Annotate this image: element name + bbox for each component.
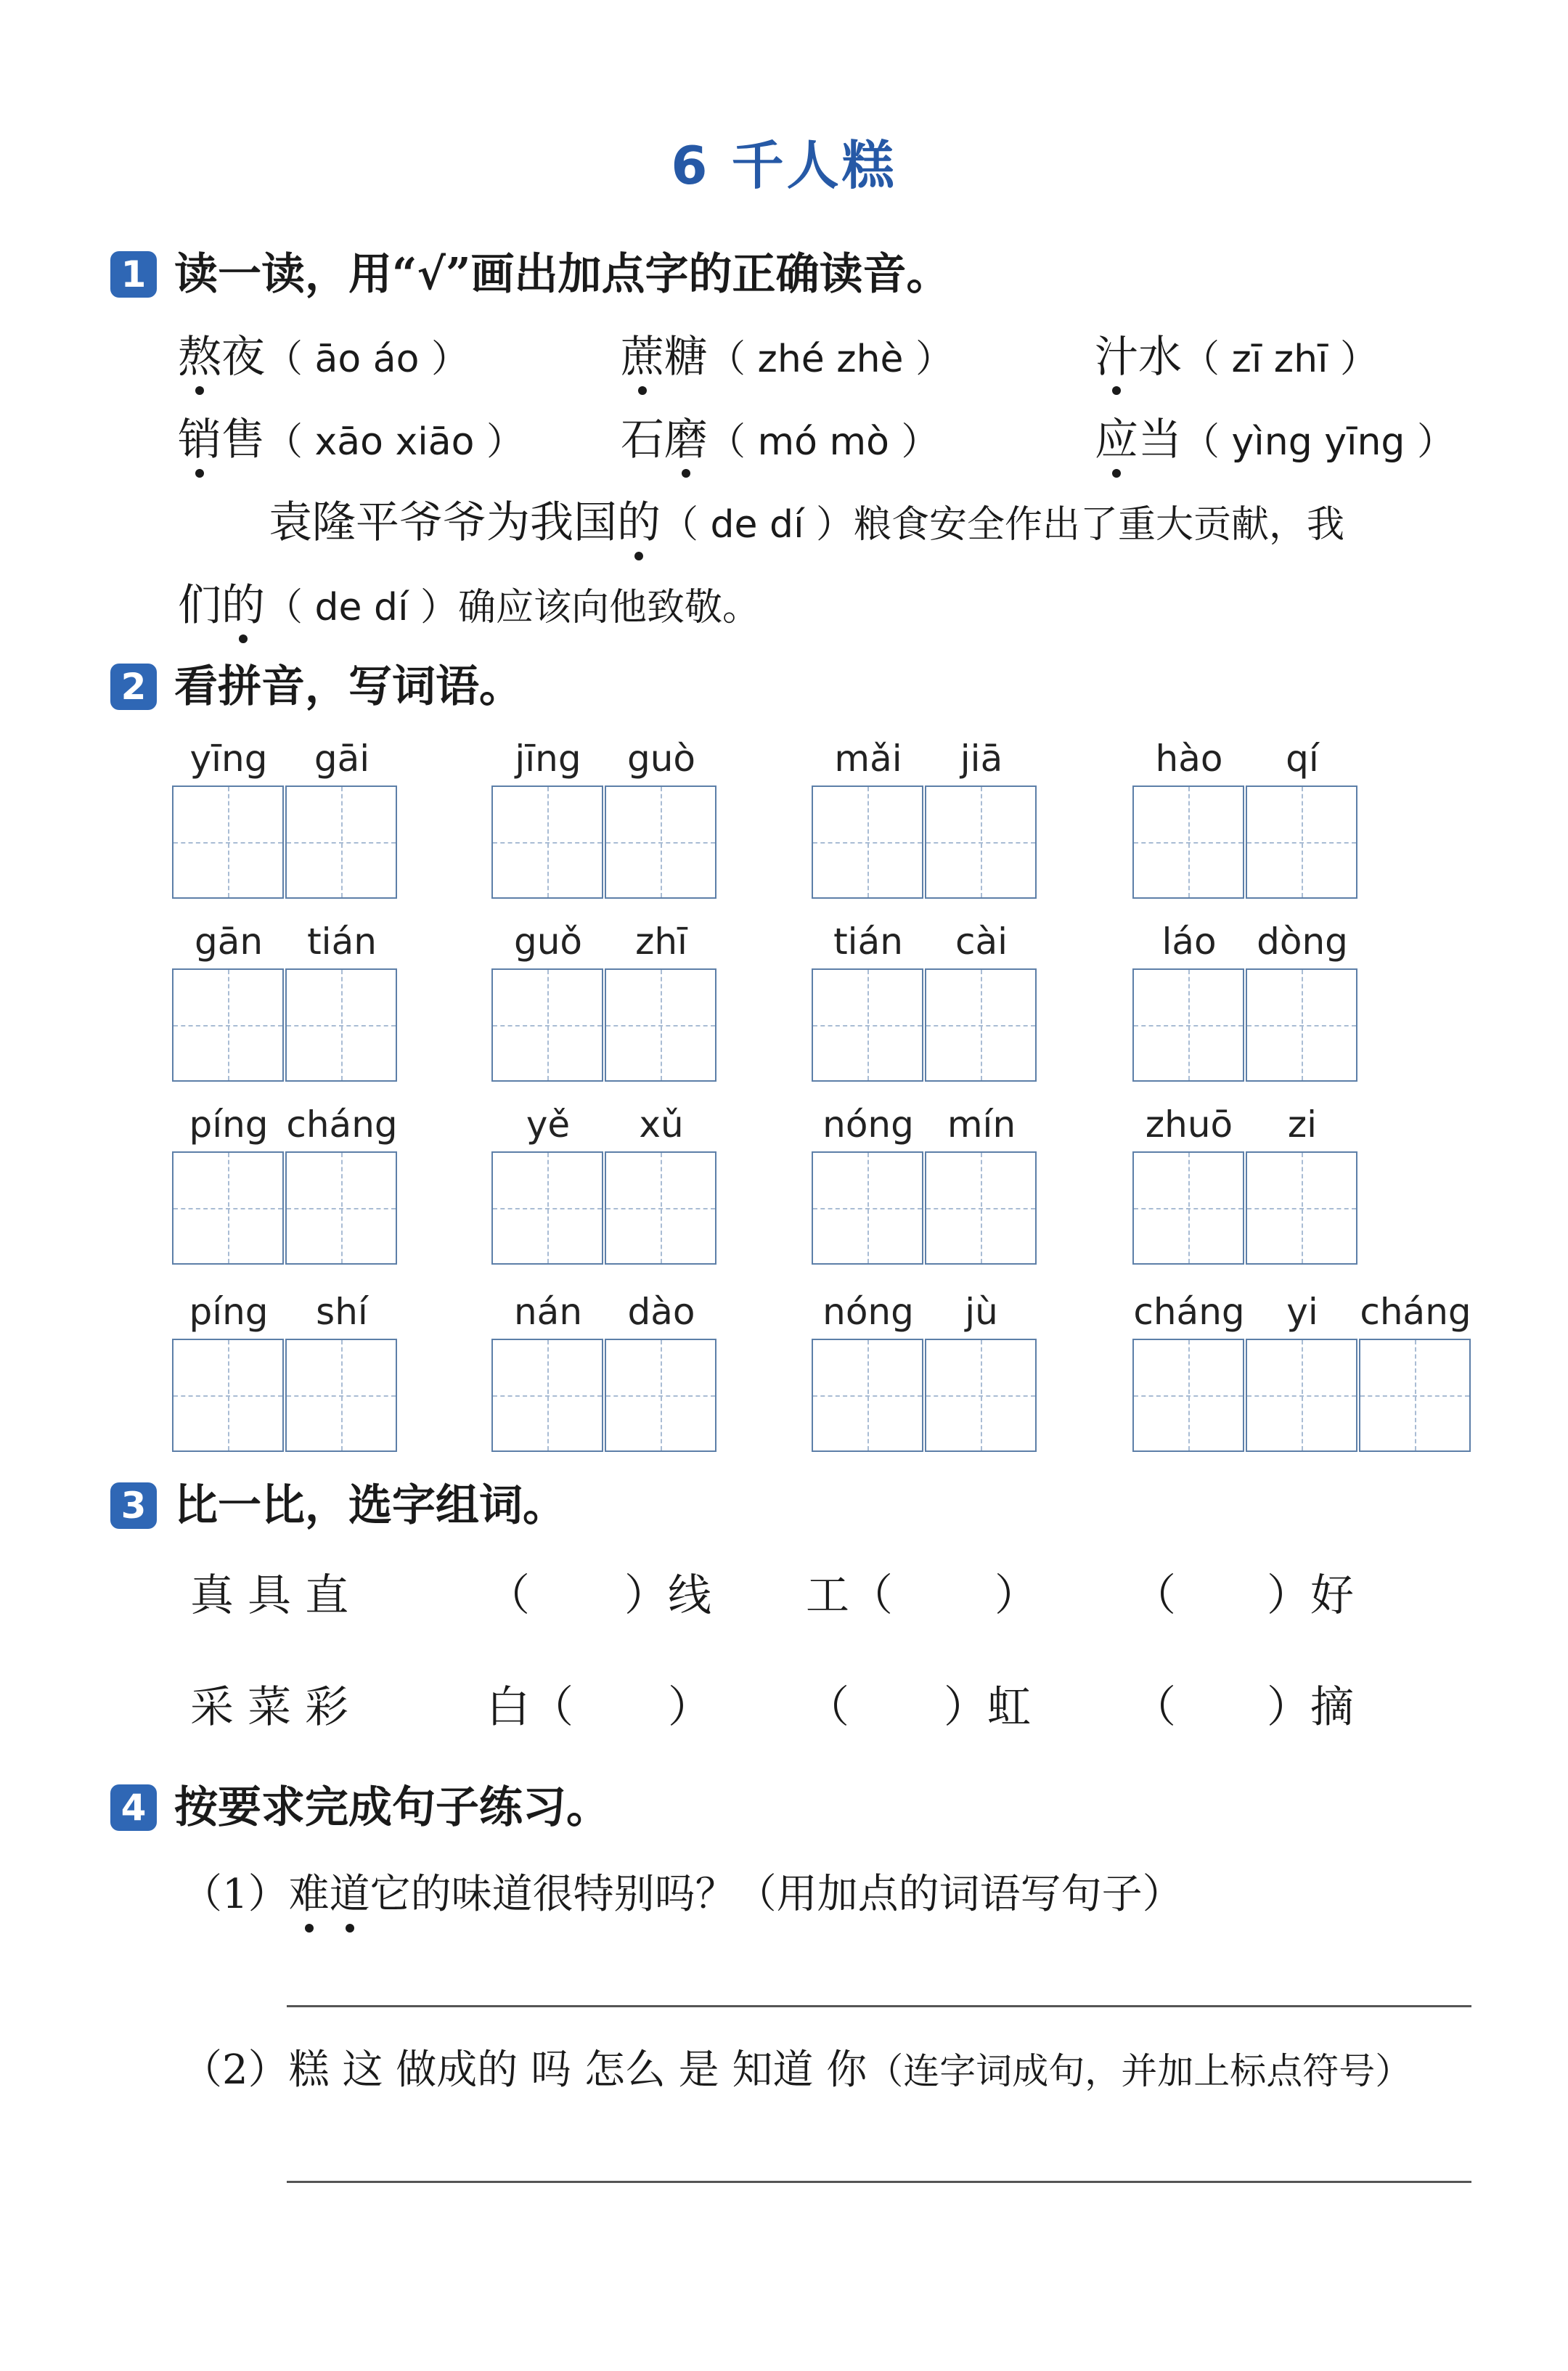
writing-box[interactable] [605, 968, 716, 1082]
sentence-line: 们的（ de dí ）确应该向他致敬。 [178, 576, 760, 637]
pinyin-syllable: gān [194, 921, 264, 963]
pinyin-syllable: cài [955, 921, 1008, 963]
writing-box[interactable] [172, 785, 284, 899]
dotted-char: 汁 [1095, 328, 1138, 386]
writing-box[interactable] [1246, 968, 1357, 1082]
pinyin-syllable: láo [1161, 921, 1217, 963]
writing-box[interactable] [605, 1151, 716, 1265]
sentence-line: 袁隆平爷爷为我国的（ de dí ）粮食安全作出了重大贡献，我 [269, 494, 1344, 554]
question-number-badge: 4 [110, 1784, 157, 1831]
blank-open: 白（ [486, 1682, 573, 1733]
blank-open: （ [1132, 1682, 1176, 1733]
pinyin-syllable: yi [1286, 1291, 1318, 1333]
pinyin-syllable: shí [316, 1291, 368, 1333]
pinyin-syllable: jiā [960, 738, 1003, 780]
pinyin-syllable: cháng [1133, 1291, 1245, 1333]
reading-item: 石磨（ mó mò ） [621, 411, 939, 471]
sentence-task-1: （1）难道它的味道很特别吗？（用加点的词语写句子） [181, 1866, 1183, 1924]
pinyin-syllable: qí [1286, 738, 1319, 780]
writing-box[interactable] [285, 1151, 397, 1265]
pinyin-syllable: mín [947, 1103, 1016, 1146]
dotted-char: 道 [330, 1866, 370, 1924]
blank-answer[interactable]: ）好 [1267, 1570, 1354, 1621]
blank-answer[interactable]: ） [668, 1682, 711, 1733]
writing-box[interactable] [285, 968, 397, 1082]
writing-box[interactable] [1132, 785, 1244, 899]
pinyin-options[interactable]: （ mó mò ） [708, 420, 939, 464]
writing-box[interactable] [812, 968, 923, 1082]
writing-box[interactable] [1246, 1151, 1357, 1265]
pinyin-syllable: xǔ [639, 1103, 684, 1146]
pinyin-syllable: guò [626, 738, 696, 780]
pinyin-syllable: zhuō [1145, 1103, 1233, 1146]
writing-box[interactable] [812, 1339, 923, 1452]
pinyin-syllable: zi [1287, 1103, 1318, 1146]
writing-box[interactable] [1246, 1339, 1357, 1452]
reading-item: 蔗糖（ zhé zhè ） [621, 328, 953, 388]
writing-box[interactable] [925, 1339, 1037, 1452]
writing-box[interactable] [491, 1151, 603, 1265]
writing-box[interactable] [491, 968, 603, 1082]
dotted-char: 熬 [178, 328, 221, 386]
writing-box[interactable] [172, 1151, 284, 1265]
pinyin-syllable: zhī [635, 921, 687, 963]
blank-open: （ [806, 1682, 849, 1733]
dotted-char: 磨 [664, 411, 708, 469]
pinyin-syllable: cháng [1360, 1291, 1471, 1333]
writing-box[interactable] [172, 1339, 284, 1452]
reading-item: 汁水（ zī zhī ） [1095, 328, 1378, 388]
writing-box[interactable] [812, 785, 923, 899]
question-prompt: 看拼音，写词语。 [174, 661, 523, 712]
pinyin-syllable: nóng [822, 1103, 914, 1146]
blank-answer[interactable]: ）虹 [944, 1682, 1031, 1733]
reading-item: 熬夜（ āo áo ） [178, 328, 469, 388]
pinyin-syllable: nóng [822, 1291, 914, 1333]
char-group: 采 菜 彩 [190, 1682, 349, 1733]
pinyin-syllable: cháng [286, 1103, 398, 1146]
writing-box[interactable] [1132, 1151, 1244, 1265]
pinyin-options[interactable]: （ yìng yīng ） [1182, 420, 1455, 464]
pinyin-syllable: jù [965, 1291, 998, 1333]
question-number-badge: 3 [110, 1482, 157, 1529]
dotted-char: 难 [289, 1866, 330, 1924]
writing-box[interactable] [285, 1339, 397, 1452]
char-group: 真 具 直 [190, 1570, 349, 1621]
reading-item: 应当（ yìng yīng ） [1095, 411, 1455, 471]
writing-box[interactable] [605, 1339, 716, 1452]
answer-line[interactable] [287, 2005, 1471, 2007]
blank-answer[interactable]: ） [995, 1570, 1038, 1621]
dotted-char: 的 [617, 494, 661, 552]
pinyin-syllable: píng [189, 1103, 269, 1146]
pinyin-syllable: mǎi [834, 738, 902, 780]
pinyin-syllable: dòng [1257, 921, 1348, 963]
blank-open: （ [1132, 1570, 1176, 1621]
blank-open: 工（ [806, 1570, 893, 1621]
writing-box[interactable] [1246, 785, 1357, 899]
writing-box[interactable] [925, 1151, 1037, 1265]
dotted-char: 蔗 [621, 328, 664, 386]
page-title: 6 千人糕 [671, 135, 897, 196]
dotted-char: 销 [178, 411, 221, 469]
question-prompt: 按要求完成句子练习。 [174, 1782, 610, 1833]
writing-box[interactable] [605, 785, 716, 899]
writing-box[interactable] [925, 968, 1037, 1082]
pinyin-syllable: nán [513, 1291, 583, 1333]
pinyin-options[interactable]: （ de dí ）确应该向他致敬。 [265, 586, 761, 629]
pinyin-options[interactable]: （ zhé zhè ） [708, 338, 954, 381]
pinyin-syllable: guǒ [513, 921, 583, 963]
pinyin-options[interactable]: （ de dí ）粮食安全作出了重大贡献，我 [661, 503, 1345, 547]
writing-box[interactable] [491, 785, 603, 899]
writing-box[interactable] [812, 1151, 923, 1265]
pinyin-syllable: tián [307, 921, 377, 963]
question-prompt: 读一读，用“√”画出加点字的正确读音。 [174, 249, 950, 300]
sentence-task-2: （2）糕 这 做成的 吗 怎么 是 知道 你（连字词成句，并加上标点符号） [181, 2046, 1412, 2094]
reading-item: 销售（ xāo xiāo ） [178, 411, 524, 471]
blank-answer[interactable]: ）摘 [1267, 1682, 1354, 1733]
pinyin-syllable: píng [189, 1291, 269, 1333]
pinyin-options[interactable]: （ zī zhī ） [1182, 338, 1379, 381]
question-number-badge: 2 [110, 664, 157, 710]
blank-open: （ [486, 1570, 530, 1621]
pinyin-options[interactable]: （ āo áo ） [265, 338, 469, 381]
pinyin-syllable: yīng [189, 738, 268, 780]
blank-answer[interactable]: ）线 [624, 1570, 711, 1621]
pinyin-syllable: gāi [314, 738, 370, 780]
dotted-char: 应 [1095, 411, 1138, 469]
pinyin-syllable: tián [833, 921, 903, 963]
writing-box[interactable] [1359, 1339, 1471, 1452]
pinyin-syllable: dào [627, 1291, 695, 1333]
writing-box[interactable] [172, 968, 284, 1082]
dotted-char: 的 [221, 576, 265, 634]
writing-box[interactable] [491, 1339, 603, 1452]
answer-line[interactable] [287, 2181, 1471, 2183]
writing-box[interactable] [1132, 968, 1244, 1082]
writing-box[interactable] [925, 785, 1037, 899]
pinyin-syllable: yě [526, 1103, 571, 1146]
pinyin-syllable: hào [1155, 738, 1223, 780]
writing-box[interactable] [285, 785, 397, 899]
writing-box[interactable] [1132, 1339, 1244, 1452]
pinyin-options[interactable]: （ xāo xiāo ） [265, 420, 524, 464]
question-number-badge: 1 [110, 251, 157, 298]
pinyin-syllable: jīng [515, 738, 581, 780]
question-prompt: 比一比，选字组词。 [174, 1480, 566, 1531]
